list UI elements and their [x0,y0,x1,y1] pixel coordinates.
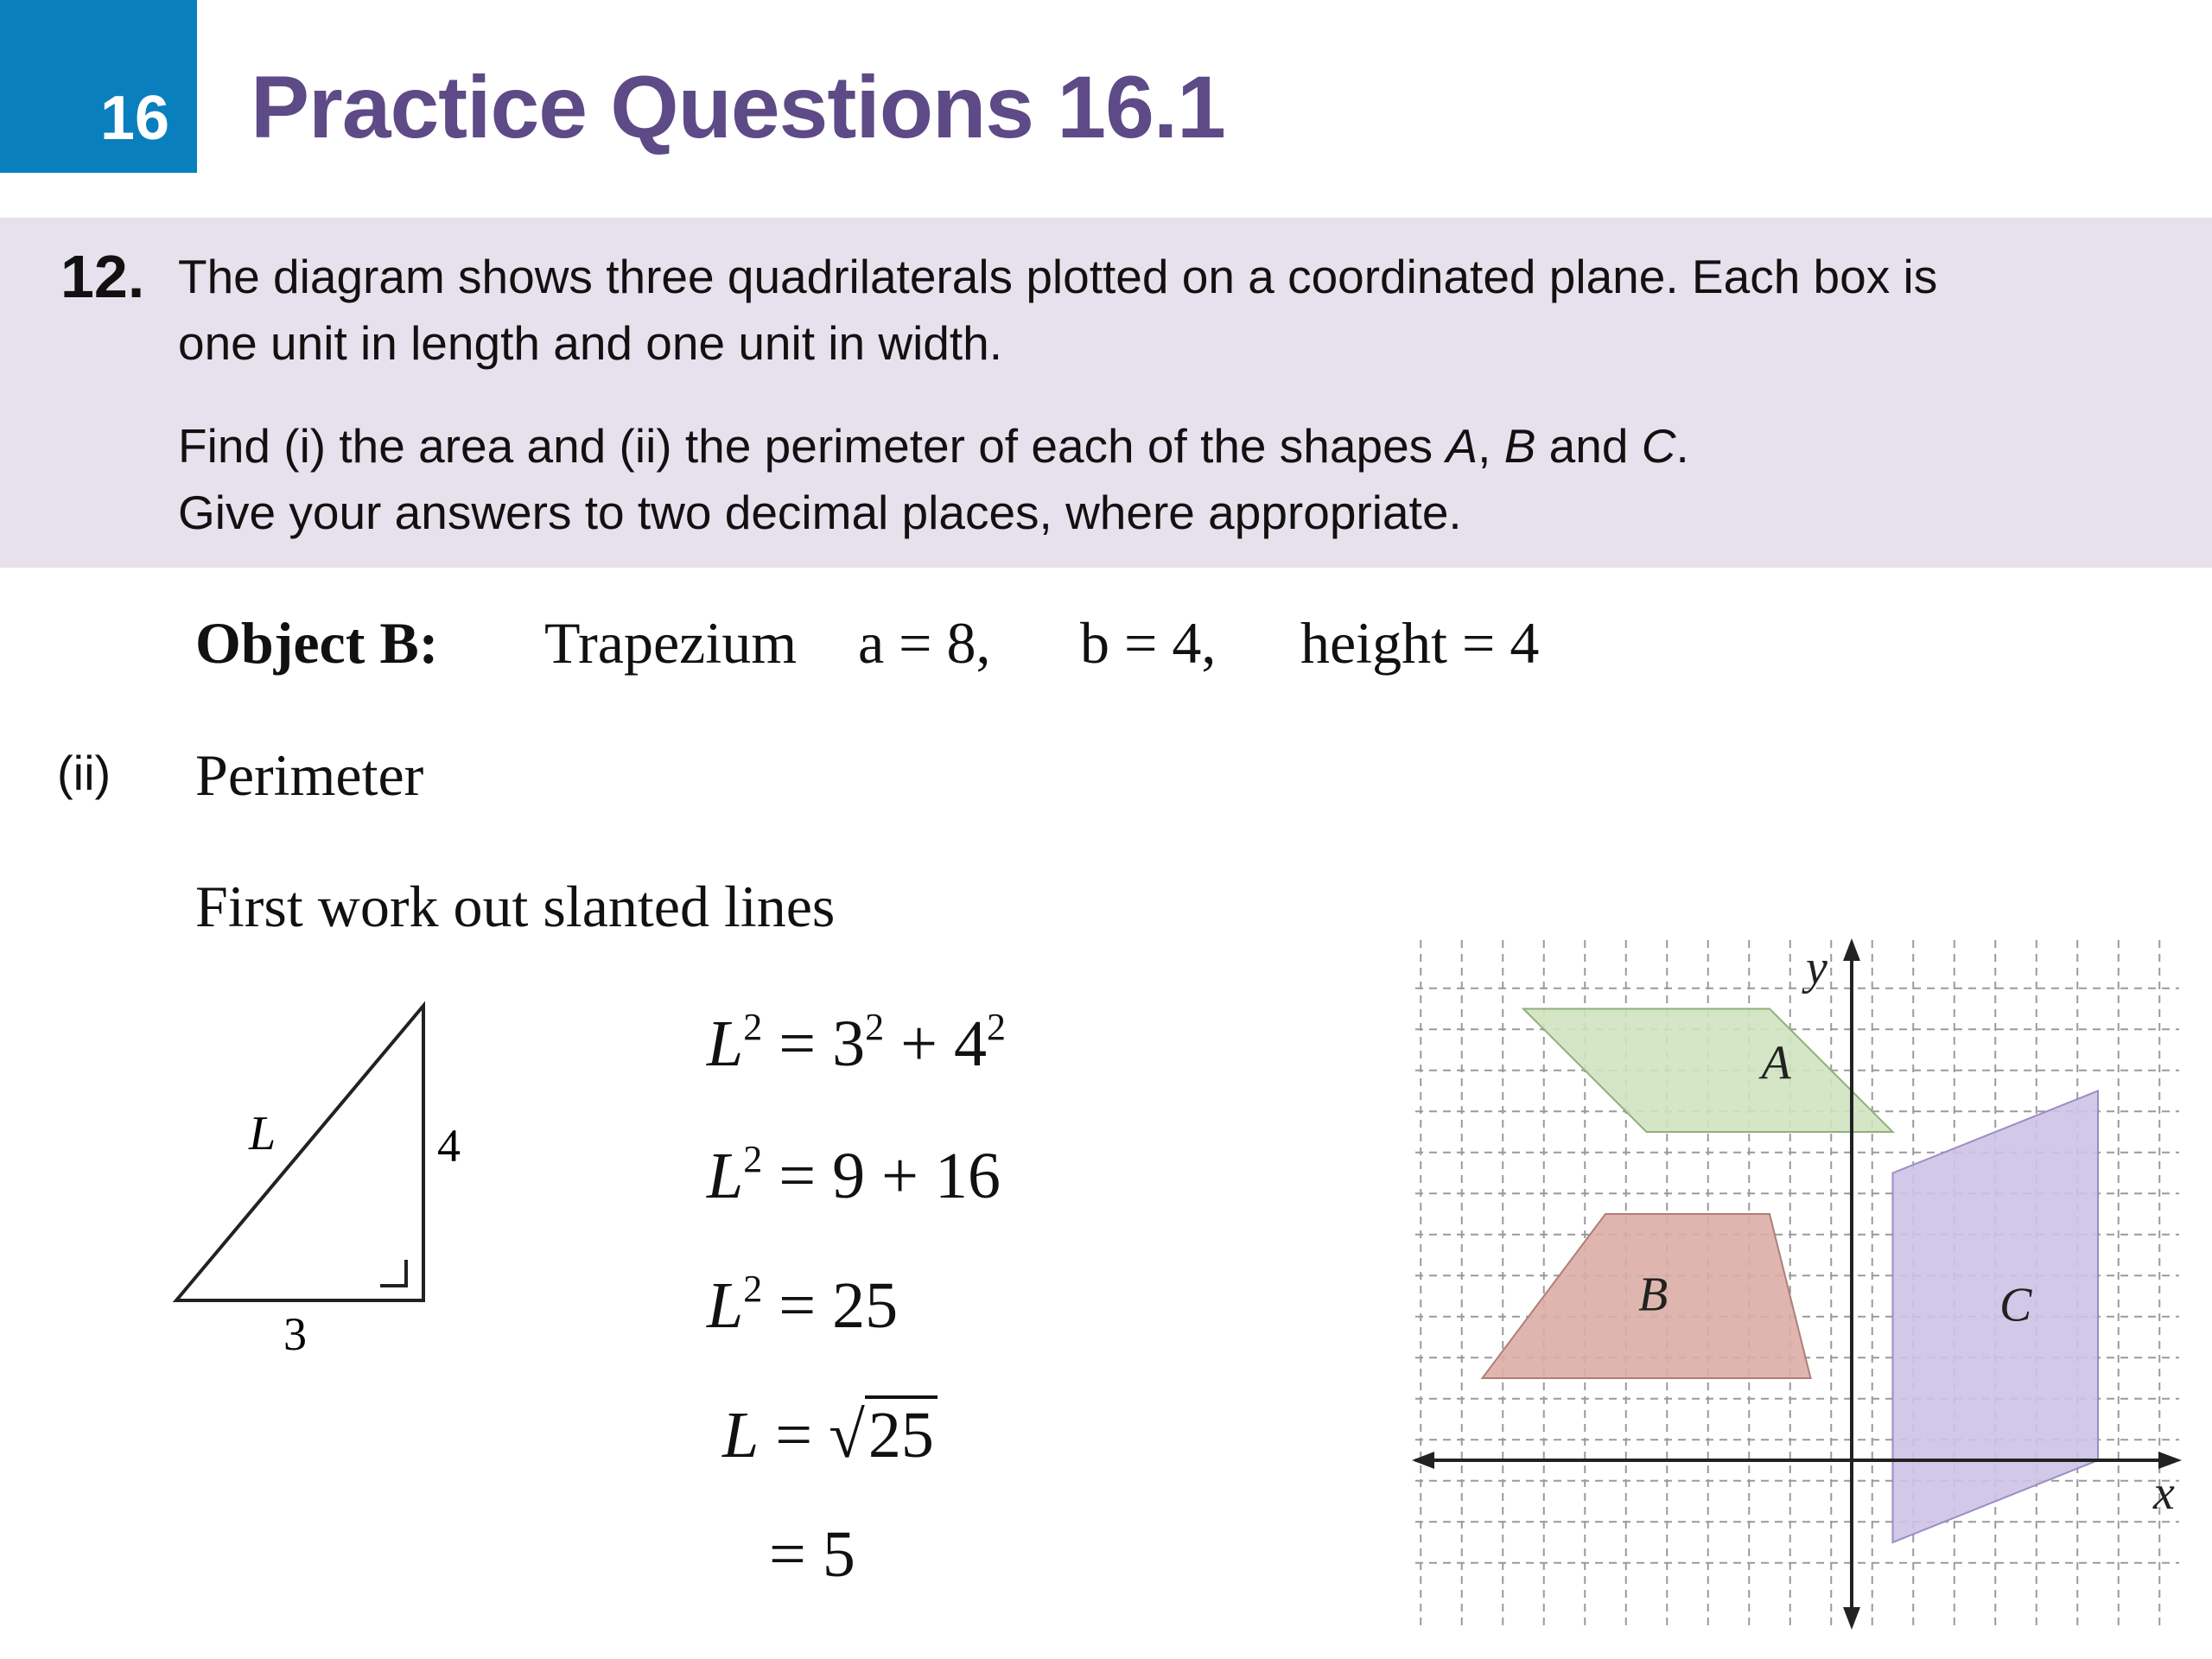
part-label: (ii) [57,746,111,800]
eq4-term: = [759,1399,830,1471]
shape-b-label: B [1638,1268,1669,1322]
eq1-exponent: 2 [743,1005,763,1048]
equation-1 [707,1007,1006,1082]
question-number: 12. [60,243,145,310]
chapter-number: 16 [100,84,170,153]
y-axis-arrow-down [1843,1607,1860,1630]
eq3-exponent: 2 [743,1267,763,1310]
shape-c-label: C [1999,1278,2032,1332]
equation-2 [707,1139,1001,1214]
y-axis-label: y [1806,941,1827,995]
question-line-1: The diagram shows three quadrilaterals plotted on a coordinated plane. Each box is [178,250,1938,303]
y-axis-arrow-up [1843,938,1860,961]
question-line-3 [178,413,2165,480]
eq4-variable: L [722,1399,760,1471]
right-angle-marker [380,1260,406,1286]
equation-3 [707,1268,898,1344]
question-line-2: one unit in length and one unit in width. [178,316,1003,370]
question-line-3-text: Find (i) the area and (ii) the perimeter of each of the shapes [178,419,1446,473]
object-shape-name: Trapezium [544,610,798,676]
side-label: 4 [437,1120,461,1172]
equation-5: = 5 [769,1518,855,1591]
eq1-term: + 4 [884,1007,988,1080]
shape-c [1893,1091,2099,1543]
eq1-variable: L [707,1007,744,1080]
chapter-badge [0,0,197,173]
part-title: Perimeter [195,742,424,808]
radicand: 25 [865,1395,938,1471]
coordinate-graph [1408,933,2186,1633]
base-label: 3 [283,1308,307,1360]
question-line-4: Give your answers to two decimal places, where appropriate. [178,486,1462,539]
separator: and [1535,419,1642,473]
shape-b-ref: B [1503,419,1536,473]
separator: , [1478,419,1504,473]
shape-a-label: A [1761,1036,1791,1090]
equation-4 [722,1398,938,1473]
shape-c-ref: C [1641,419,1676,473]
eq2-term: = 9 + 16 [762,1140,1001,1212]
object-height-value: height = 4 [1300,610,1540,676]
radical-sign: √ [829,1399,865,1471]
period: . [1675,419,1689,473]
eq2-exponent: 2 [743,1137,763,1180]
x-axis-arrow-left [1412,1452,1434,1469]
object-a-value: a = 8, [858,610,991,676]
object-b-value: b = 4, [1080,610,1217,676]
eq2-variable: L [707,1140,744,1212]
eq1-exponent: 2 [865,1005,885,1048]
square-root [829,1398,938,1473]
triangle-shape [176,1006,423,1300]
eq3-term: = 25 [762,1269,899,1342]
eq1-term: = 3 [762,1007,866,1080]
page-title: Practice Questions 16.1 [251,58,1225,156]
x-axis-label: x [2153,1466,2175,1520]
eq3-variable: L [707,1269,744,1342]
hypotenuse-label: L [249,1107,276,1160]
object-label: Object B: [195,610,439,676]
instruction-text: First work out slanted lines [195,874,836,939]
shape-a-ref: A [1446,419,1478,473]
eq1-exponent: 2 [987,1005,1007,1048]
right-triangle-diagram [164,994,493,1365]
